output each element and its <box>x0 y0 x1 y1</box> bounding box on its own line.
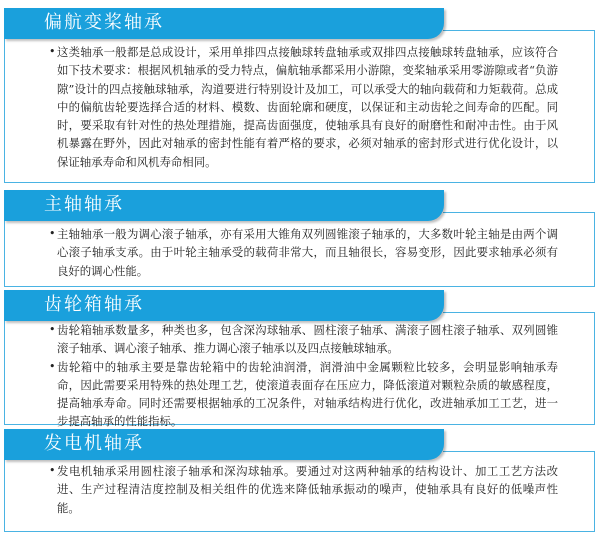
list-item <box>49 358 558 431</box>
section-header <box>4 429 444 460</box>
bullet-list <box>49 225 558 280</box>
section-box <box>4 452 595 532</box>
section-box <box>4 213 595 287</box>
section-header <box>4 190 444 221</box>
section-title: 齿轮箱轴承 <box>44 294 144 315</box>
list-item <box>49 462 558 517</box>
section-gearbox-bearing <box>4 290 595 429</box>
bullet-list <box>49 43 558 171</box>
section-title: 发电机轴承 <box>44 433 144 454</box>
bullet-dot: • <box>49 323 56 336</box>
bullet-text: 主轴轴承一般为调心滚子轴承，亦有采用大锥角双列圆锥滚子轴承的，大多数叶轮主轴是由两个调心滚子轴承支承。由于叶轮主轴承受的载荷非常大，而且轴很长，容易变形，因此要求轴承必须有良好的调心性能。 <box>57 227 558 278</box>
section-header <box>4 290 444 321</box>
bullet-text: 齿轮箱轴承数量多，种类也多，包含深沟球轴承、圆柱滚子轴承、满滚子圆柱滚子轴承、双列圆锥滚子轴承、调心滚子轴承、推力调心滚子轴承以及四点接触球轴承。 <box>57 323 558 356</box>
section-title: 偏航变桨轴承 <box>44 12 164 33</box>
section-box <box>4 31 595 183</box>
list-item <box>49 225 558 280</box>
list-item <box>49 321 558 358</box>
list-item <box>49 43 558 171</box>
bullet-dot: • <box>49 45 56 58</box>
bullet-text: 齿轮箱中的轴承主要是靠齿轮箱中的齿轮油润滑，润滑油中金属颗粒比较多，会明显影响轴承寿命，因此需要采用特殊的热处理工艺，使滚道表面存在压应力，降低滚道对颗粒杂质的敏感程度，提高轴承寿命。同时还需要根据轴承的工况条件，对轴承结构进行优化，改进轴承加工工艺，进一步提高轴承的性能指标。 <box>57 359 558 429</box>
bullet-dot: • <box>49 227 56 240</box>
section-yaw-pitch-bearing <box>4 8 595 182</box>
bullet-dot: • <box>49 359 56 373</box>
bullet-list <box>49 462 558 517</box>
bullet-text: 这类轴承一般都是总成设计，采用单排四点接触球转盘轴承或双排四点接触球转盘轴承，应该符合如下技术要求：根据风机轴承的受力特点，偏航轴承都采用小游隙，变桨轴承采用零游隙或者“负游隙”设计的四点接触球轴承，沟道要进行特别设计及加工，可以承受大的轴向载荷和力矩载荷。总成中的偏航齿轮要选择合适的材料、模数、齿面轮廓和硬度，以保证和主动齿轮之间寿命的匹配。同时，要采取有针对性的热处理措施，提高齿面强度，使轴承具有良好的耐磨性和耐冲击性。由于风机暴露在野外，因此对轴承的密封性能有着严格的要求，必须对轴承的密封形式进行优化设计，以保证轴承寿命和风机寿命相同。 <box>57 45 558 169</box>
section-main-shaft-bearing <box>4 190 595 286</box>
section-generator-bearing <box>4 429 595 531</box>
section-box <box>4 313 595 429</box>
bullet-list <box>49 321 558 431</box>
bullet-text: 发电机轴承采用圆柱滚子轴承和深沟球轴承。要通过对这两种轴承的结构设计、加工工艺方法改进、生产过程清洁度控制及相关组件的优选来降低轴承振动的噪声，使轴承具有良好的低噪声性能。 <box>57 464 558 515</box>
section-header <box>4 8 444 39</box>
section-title: 主轴轴承 <box>44 194 124 215</box>
bullet-dot: • <box>49 464 56 477</box>
